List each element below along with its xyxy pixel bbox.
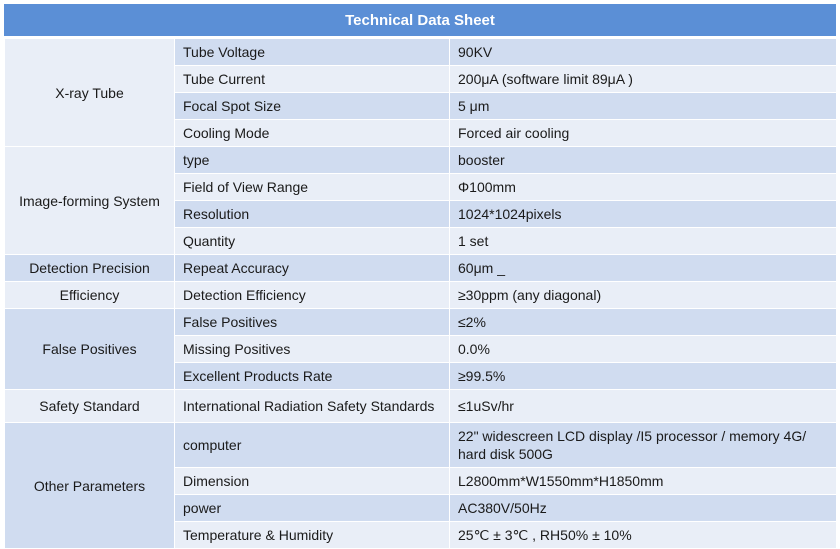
data-sheet <box>4 4 836 549</box>
table-row <box>5 423 837 468</box>
value-cell: 5 μm <box>450 93 837 120</box>
category-cell: Efficiency <box>5 282 175 309</box>
value-cell: 200μA (software limit 89μA ) <box>450 66 837 93</box>
value-cell: 60μm _ <box>450 255 837 282</box>
value-cell: L2800mm*W1550mm*H1850mm <box>450 468 837 495</box>
value-cell: ≥30ppm (any diagonal) <box>450 282 837 309</box>
value-cell: ≤1uSv/hr <box>450 390 837 423</box>
category-cell: Detection Precision <box>5 255 175 282</box>
table-row <box>5 255 837 282</box>
value-cell: ≥99.5% <box>450 363 837 390</box>
category-cell: X-ray Tube <box>5 39 175 147</box>
value-cell: Φ100mm <box>450 174 837 201</box>
category-cell: Safety Standard <box>5 390 175 423</box>
parameter-cell: power <box>175 495 450 522</box>
value-cell: 90KV <box>450 39 837 66</box>
parameter-cell: Resolution <box>175 201 450 228</box>
table-row <box>5 39 837 66</box>
parameter-cell: computer <box>175 423 450 468</box>
table-row <box>5 282 837 309</box>
sheet-title: Technical Data Sheet <box>4 4 836 38</box>
category-cell: Other Parameters <box>5 423 175 549</box>
parameter-cell: Excellent Products Rate <box>175 363 450 390</box>
value-cell: 0.0% <box>450 336 837 363</box>
value-cell: ≤2% <box>450 309 837 336</box>
spec-table <box>4 38 837 549</box>
parameter-cell: Field of View Range <box>175 174 450 201</box>
parameter-cell: Cooling Mode <box>175 120 450 147</box>
parameter-cell: Dimension <box>175 468 450 495</box>
parameter-cell: type <box>175 147 450 174</box>
parameter-cell: Missing Positives <box>175 336 450 363</box>
value-cell: booster <box>450 147 837 174</box>
value-cell: AC380V/50Hz <box>450 495 837 522</box>
table-row <box>5 390 837 423</box>
parameter-cell: Repeat Accuracy <box>175 255 450 282</box>
parameter-cell: International Radiation Safety Standards <box>175 390 450 423</box>
parameter-cell: False Positives <box>175 309 450 336</box>
parameter-cell: Temperature & Humidity <box>175 522 450 549</box>
value-cell: 1 set <box>450 228 837 255</box>
parameter-cell: Detection Efficiency <box>175 282 450 309</box>
category-cell: Image-forming System <box>5 147 175 255</box>
category-cell: False Positives <box>5 309 175 390</box>
table-row <box>5 147 837 174</box>
value-cell: 22" widescreen LCD display /I5 processor / memory 4G/ hard disk 500G <box>450 423 837 468</box>
parameter-cell: Quantity <box>175 228 450 255</box>
value-cell: 25℃ ± 3℃ , RH50% ± 10% <box>450 522 837 549</box>
parameter-cell: Tube Current <box>175 66 450 93</box>
parameter-cell: Focal Spot Size <box>175 93 450 120</box>
value-cell: 1024*1024pixels <box>450 201 837 228</box>
table-row <box>5 309 837 336</box>
value-cell: Forced air cooling <box>450 120 837 147</box>
parameter-cell: Tube Voltage <box>175 39 450 66</box>
